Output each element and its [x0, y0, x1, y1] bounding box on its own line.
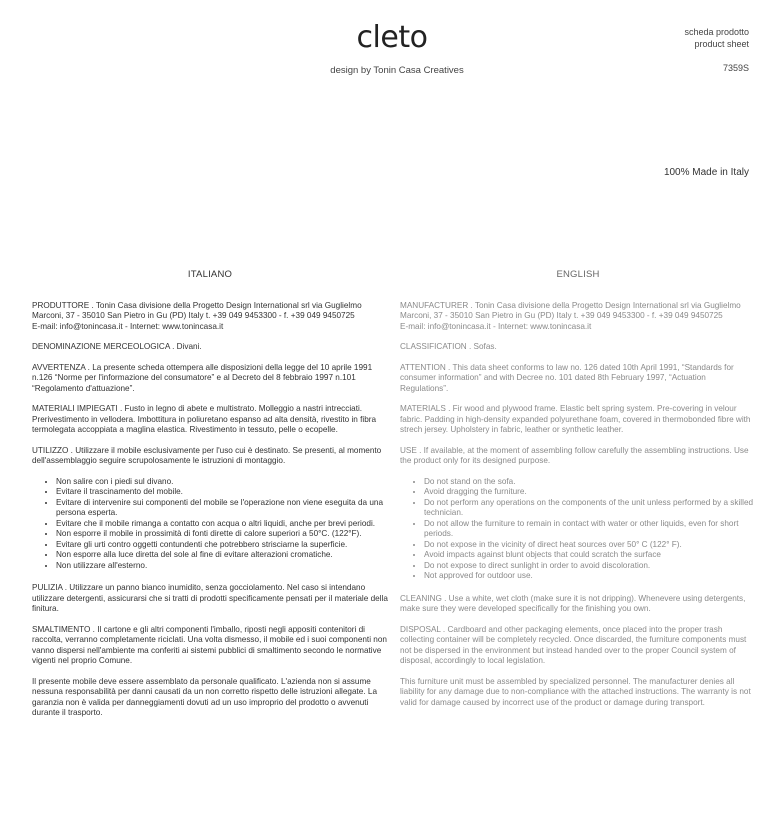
warning-section: ATTENTION . This data sheet conforms to law no. 126 dated 10th April 1991, “Standards for consumer information” and with Decree no. 101 dated 8th February 1997, “Actuation Regulations”.: [400, 362, 734, 393]
bullet-item: • Evitare gli urti contro oggetti contundenti che potrebbero strisciarne la superficie.: [56, 540, 388, 551]
materials-section: MATERIALS . Fir wood and plywood frame. Elastic belt spring system. Pre-covering in velour fabric. Padding in high-density expanded polyurethane foam, covered in thermobonded fibre with strech jersey. Upholstery in fabric, leather or synthetic leather.: [400, 404, 751, 434]
sheet-label: [684, 26, 749, 50]
product-code: 7359S: [722, 63, 749, 73]
bullet-item: • Evitare il trascinamento del mobile.: [56, 487, 388, 498]
english-column: [400, 270, 756, 718]
bullet-item: • Non esporre il mobile in prossimità di fonti dirette di calore superiori a 50°C. (122°F).: [56, 529, 388, 540]
liability-section: This furniture unit must be assembled by specialized personnel. The manufacturer denies all liability for any damage due to non-compliance with the attached instructions. The warranty is not valid for damage caused by incorrect use of the product or damage during transport.: [400, 676, 751, 707]
disposal-section: SMALTIMENTO . Il cartone e gli altri componenti l'imballo, riposti negli appositi contenitori di raccolta, verranno completamente riciclati. Una volta dismesso, il mobile ed i suoi componenti non vanno dispersi nell'ambiente ma conferiti ai sistemi pubblici di smaltimento secondo le normative vigenti nel proprio Comune.: [32, 624, 387, 665]
column-heading-italian: ITALIANO: [187, 269, 233, 280]
disposal-section: DISPOSAL . Cardboard and other packaging elements, once placed into the proper trash collecting container will be completely recycled. Once discarded, the furniture components must not be dispersed in the environment but instead handed over to the proper Council system of disposal, accordingly to local legislation.: [400, 624, 747, 665]
italian-column: [32, 270, 388, 729]
warning-section: AVVERTENZA . La presente scheda ottempera alle disposizioni della legge del 10 aprile 1991 n.126 “Norme per l'informazione del consumatore” e al Decreto del 8 febbraio 1997 n.101 “Regolamento d'attuazione”.: [32, 362, 373, 393]
product-title: cleto: [356, 20, 428, 55]
bullet-item: • Do not allow the furniture to remain in contact with water or other liquids, even for short periods.: [424, 519, 756, 540]
producer-section: [32, 301, 388, 333]
bullet-item: • Avoid dragging the furniture.: [424, 487, 756, 498]
contact-text: E-mail: info@tonincasa.it - Internet: www.tonincasa.it: [400, 321, 592, 331]
classification-section: DENOMINAZIONE MERCEOLOGICA . Divani.: [32, 342, 202, 351]
liability-section: Il presente mobile deve essere assemblato da personale qualificato. L'azienda non si assume nessuna responsabilità per danni causati da un non corretto rispetto delle istruzioni allegate. La garanzia non è valida per danneggiamenti dovuti ad un uso improprio del prodotto o avvenuti durante il trasporto.: [32, 676, 378, 717]
cleaning-section: PULIZIA . Utilizzare un panno bianco inumidito, senza gocciolamento. Nel caso si intendano utilizzare detergenti, assicurarsi che si tratti di prodotti specificamente pensati per il materiale della finitura.: [32, 583, 388, 613]
contact-text: E-mail: info@tonincasa.it - Internet: www.tonincasa.it: [32, 321, 224, 331]
usage-bullet-list: [32, 477, 388, 572]
producer-text: MANUFACTURER . Tonin Casa divisione della Progetto Design International srl via Guglielmo Marconi, 37 - 35010 San Pietro in Gu (PD) Italy t. +39 049 9453300 - f. +39 049 9450725: [400, 300, 741, 320]
producer-text: PRODUTTORE . Tonin Casa divisione della Progetto Design International srl via Guglielmo Marconi, 37 - 35010 San Pietro in Gu (PD) Italy t. +39 049 9453300 - f. +39 049 9450725: [32, 300, 362, 320]
designer-credit: design by Tonin Casa Creatives: [330, 65, 464, 76]
bullet-item: • Avoid impacts against blunt objects that could scratch the surface: [424, 550, 756, 561]
bullet-item: • Do not perform any operations on the components of the unit unless performed by a skilled technician.: [424, 498, 756, 519]
use-section: UTILIZZO . Utilizzare il mobile esclusivamente per l'uso cui è destinato. Se presenti, al momento dell'assemblaggio seguire scrupolosamente le istruzioni di montaggio.: [32, 445, 382, 465]
cleaning-section: CLEANING . Use a white, wet cloth (make sure it is not dripping). Whenevere using detergents, make sure they were developed specifically for the finishing you own.: [400, 593, 746, 613]
bullet-item: • Do not stand on the sofa.: [424, 477, 756, 488]
sheet-label-it: scheda prodotto: [684, 27, 749, 37]
bullet-item: • Do not expose in the vicinity of direct heat sources over 50° C (122° F).: [424, 540, 756, 551]
bullet-item: • Non utilizzare all'esterno.: [56, 561, 388, 572]
bullet-item: • Not approved for outdoor use.: [424, 571, 756, 582]
producer-section: [400, 301, 756, 333]
column-heading-english: ENGLISH: [556, 269, 600, 280]
use-section: USE . If available, at the moment of assembling follow carefully the assembling instructions. Use the product only for its designed purpose.: [400, 445, 749, 465]
classification-section: CLASSIFICATION . Sofas.: [400, 342, 497, 351]
materials-section: MATERIALI IMPIEGATI . Fusto in legno di abete e multistrato. Molleggio a nastri intrecciati. Prerivestimento in vellodera. Imbottitura in poliuretano espanso ad alta densità, rivestito in fibra termolegata accoppiata a maglina elastica. Rivestimento in tessuto, pelle o ecopelle.: [32, 404, 377, 434]
bullet-item: • Evitare che il mobile rimanga a contatto con acqua o altri liquidi, anche per brevi periodi.: [56, 519, 388, 530]
usage-bullet-list: [400, 477, 756, 582]
made-in-italy: 100% Made in Italy: [663, 167, 749, 178]
bullet-item: • Non esporre alla luce diretta del sole al fine di evitare alterazioni cromatiche.: [56, 550, 388, 561]
sheet-label-en: product sheet: [694, 39, 749, 49]
bullet-item: • Do not expose to direct sunlight in order to avoid discoloration.: [424, 561, 756, 572]
bullet-item: • Evitare di intervenire sui componenti del mobile se l'operazione non viene eseguita da una persona esperta.: [56, 498, 388, 519]
bullet-item: • Non salire con i piedi sul divano.: [56, 477, 388, 488]
